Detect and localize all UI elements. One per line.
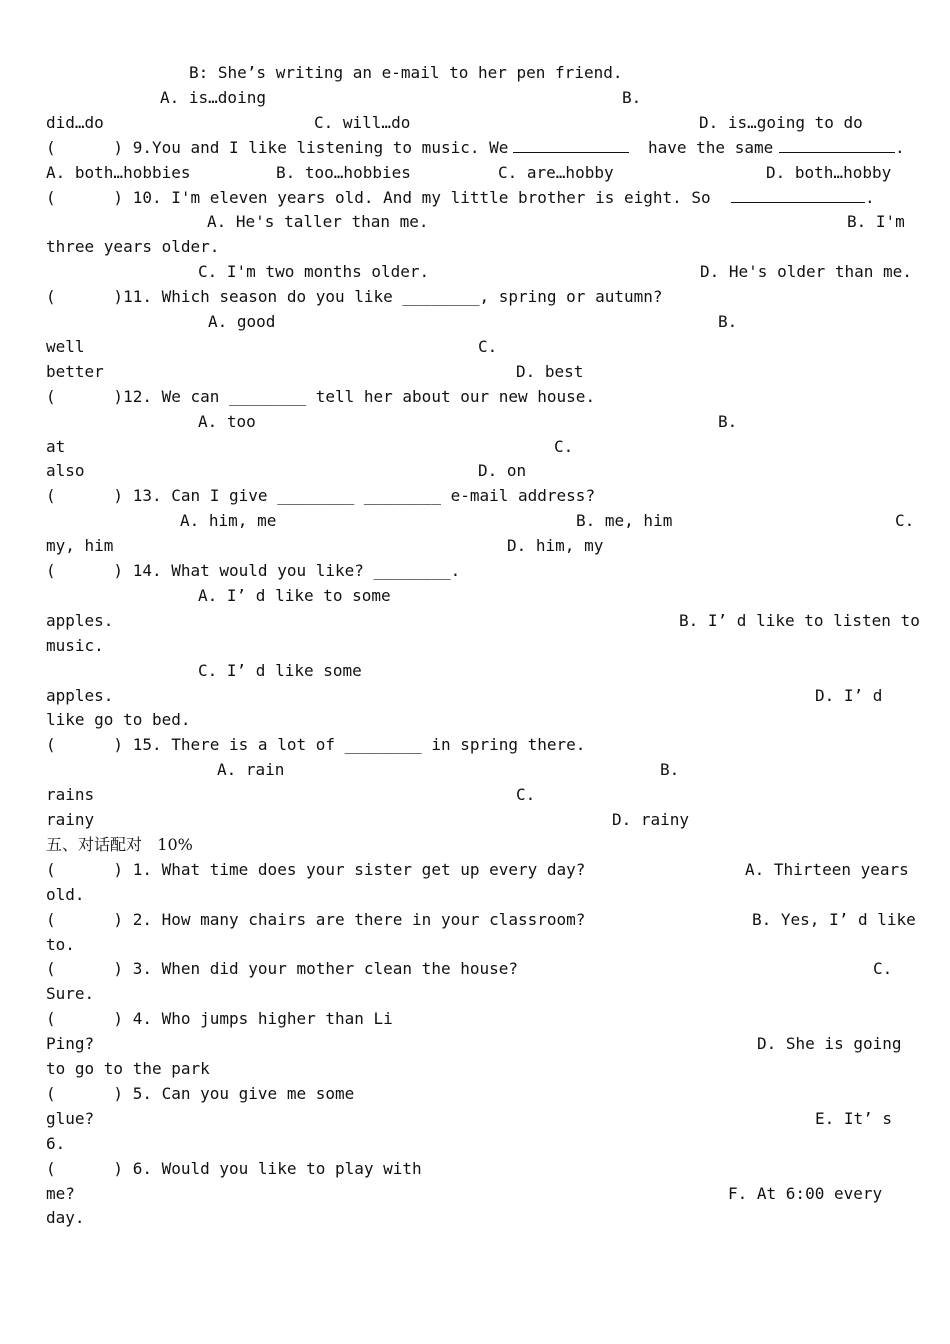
text-segment: old. [46,884,85,904]
text-line [0,1031,950,1056]
text-segment: D. on [478,461,527,481]
text-line [0,633,950,658]
text-segment: B. [718,312,738,331]
text-segment: music. [46,635,104,655]
text-segment: B. I'm [847,212,905,232]
text-segment: ( ) 5. Can you give me some [46,1083,355,1103]
text-segment: F. At 6:00 every [728,1183,883,1203]
text-segment: A. too [198,411,256,431]
text-segment: ( )12. We can ________ tell her about our new house. [46,386,596,406]
text-segment: E. It’ s [815,1108,893,1128]
text-line [0,1081,950,1106]
text-line [0,608,950,633]
text-line [0,1106,950,1131]
text-segment: D. is…going to do [699,112,863,132]
text-segment: B. [622,87,642,107]
text-segment: at [46,436,66,456]
text-line [0,1205,950,1230]
text-segment: Sure. [46,984,95,1004]
text-line [0,508,950,533]
text-segment: rains [46,785,95,805]
text-segment: D. I’ d [815,685,883,705]
text-line [0,807,950,832]
text-segment: ( ) 4. Who jumps higher than Li [46,1009,393,1029]
text-segment: B. me, him [576,511,673,531]
answer-blank[interactable] [731,185,865,203]
text-segment: C. [554,436,574,456]
text-segment: C. will…do [314,112,411,132]
text-segment: ( ) 6. Would you like to play with [46,1158,422,1178]
text-segment: me? [46,1183,75,1203]
text-line [0,658,950,683]
text-segment: ( ) 15. There is a lot of ________ in spring there. [46,735,586,755]
text-line [0,60,950,85]
text-segment: D. him, my [507,536,604,556]
text-segment: B: She’s writing an e-mail to her pen friend. [189,63,623,82]
text-segment: C. [516,785,536,805]
text-segment: B. [718,411,738,431]
text-line [0,458,950,483]
text-segment: A. rain [217,760,285,780]
text-segment: did…do [46,112,104,132]
text-segment: ( ) 14. What would you like? ________. [46,561,461,580]
text-segment: ( ) 3. When did your mother clean the house? [46,959,519,979]
text-line [0,259,950,284]
text-segment: C. I’ d like some [198,660,362,680]
text-segment: A. I’ d like to some [198,585,391,605]
text-segment: ( ) 10. I'm eleven years old. And my little brother is eight. So [46,187,721,207]
text-segment: ( )11. Which season do you like ________, spring or autumn? [46,287,663,307]
text-segment: C. are…hobby [498,162,614,182]
text-line [0,981,950,1006]
text-line [0,359,950,384]
text-line [0,309,950,334]
text-segment: apples. [46,685,114,705]
text-line [0,707,950,732]
text-line [0,185,950,210]
text-line [0,160,950,185]
text-segment: D. She is going [757,1034,902,1054]
text-segment: have the same [648,137,783,157]
text-segment: to. [46,934,75,954]
text-line [0,533,950,558]
text-segment: also [46,461,85,481]
text-line [0,683,950,708]
text-line [0,1156,950,1181]
text-segment: my, him [46,536,114,556]
text-line [0,1006,950,1031]
text-segment: like go to bed. [46,710,191,730]
text-segment: apples. [46,610,114,630]
text-segment: B. too…hobbies [276,162,411,182]
text-line [0,284,950,309]
text-segment: three years older. [46,237,220,257]
text-segment: D. both…hobby [766,162,892,182]
text-line [0,434,950,459]
text-line [0,732,950,757]
text-line [0,857,950,882]
text-segment: to go to the park [46,1059,210,1078]
text-line [0,384,950,409]
text-segment: day. [46,1208,85,1228]
text-segment: Ping? [46,1034,95,1054]
text-line [0,882,950,907]
text-line [0,234,950,259]
text-line [0,334,950,359]
text-segment: A. is…doing [160,87,266,107]
text-segment: . [895,137,905,157]
text-line [0,209,950,234]
text-line [0,558,950,583]
text-segment: A. him, me [180,511,277,531]
text-segment: D. best [516,361,584,381]
text-segment: . [865,187,875,207]
text-line [0,832,950,857]
text-segment: D. He's older than me. [700,262,912,282]
text-line [0,1131,950,1156]
text-segment: C. [895,511,915,531]
text-segment: A. good [208,312,276,331]
text-line [0,135,950,160]
text-segment: A. both…hobbies [46,162,191,182]
text-segment: A. Thirteen years [745,859,909,879]
text-segment: B. Yes, I’ d like [752,909,916,929]
text-segment: B. I’ d like to listen to [679,610,920,630]
text-segment: C. [478,336,498,356]
text-segment: ( ) 2. How many chairs are there in your classroom? [46,909,586,929]
text-line [0,85,950,110]
text-segment: A. He's taller than me. [207,212,429,232]
text-segment: D. rainy [612,810,690,829]
text-line [0,932,950,957]
text-segment: glue? [46,1108,95,1128]
text-segment: C. I'm two months older. [198,262,430,282]
text-segment: ( ) 13. Can I give ________ ________ e-mail address? [46,486,596,506]
text-segment: B. [660,760,680,780]
text-segment: C. [873,959,893,979]
answer-blank[interactable] [513,135,629,153]
text-segment: 6. [46,1133,66,1153]
section-heading: 五、对话配对 10% [46,834,193,854]
text-line [0,956,950,981]
text-line [0,757,950,782]
answer-blank[interactable] [779,135,895,153]
text-line [0,583,950,608]
text-segment: well [46,336,85,356]
text-line [0,1056,950,1081]
text-line [0,907,950,932]
text-segment: better [46,361,104,381]
text-segment: ( ) 1. What time does your sister get up every day? [46,859,586,879]
text-line [0,483,950,508]
text-line [0,409,950,434]
text-line [0,782,950,807]
text-line [0,1181,950,1206]
text-segment: rainy [46,810,95,829]
text-segment: ( ) 9.You and I like listening to music. We [46,137,519,157]
text-line [0,110,950,135]
